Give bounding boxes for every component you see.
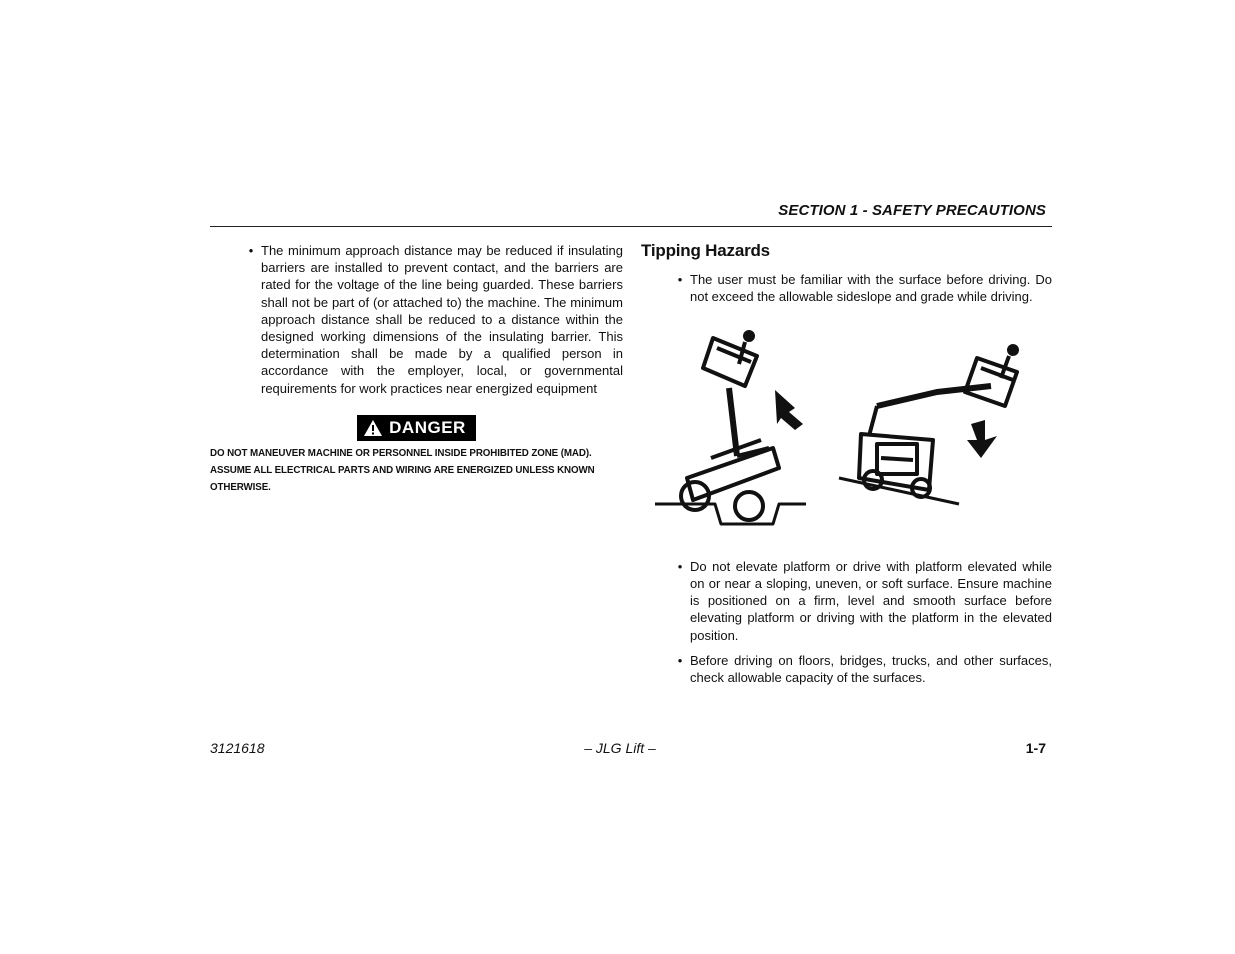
- bullet-text: The minimum approach distance may be reduced if insulating barriers are installed to prevent contact, and the barriers are rated for the voltage of the line being guarded. These barriers shall not be part of (or attached to) the machine. The minimum approach distance shall be reduced to a distance within the designed working dimensions of the insulating barrier. This determination shall be made by a qualified person in accordance with the employer, local, or governmental requirements for work practices near energized equipment: [261, 243, 623, 396]
- doc-number: 3121618: [210, 740, 265, 756]
- danger-banner: [210, 415, 623, 441]
- section-heading: Tipping Hazards: [641, 241, 770, 260]
- list-item: [641, 652, 1052, 686]
- bullet-icon: •: [677, 652, 683, 668]
- section-title: SECTION 1 - SAFETY PRECAUTIONS: [778, 202, 1046, 219]
- danger-badge: [357, 415, 476, 441]
- tipping-hazard-illustration: [641, 328, 1052, 538]
- bullet-text: Do not elevate platform or drive with platform elevated while on or near a sloping, uneven, or soft surface. Ensure machine is positioned on a firm, level and smooth surface before elevating platform or driving with the platform in the elevated position.: [690, 558, 1052, 643]
- list-item: [641, 558, 1052, 644]
- danger-label: DANGER: [389, 418, 466, 438]
- bullet-text: Before driving on floors, bridges, trucks, and other surfaces, check allowable capacity of the surfaces.: [690, 652, 1052, 686]
- right-column: [641, 242, 1052, 694]
- warning-triangle-icon: [363, 419, 383, 437]
- footer-brand: – JLG Lift –: [584, 740, 656, 756]
- danger-message: DO NOT MANEUVER MACHINE OR PERSONNEL INSIDE PROHIBITED ZONE (MAD). ASSUME ALL ELECTRICAL PARTS AND WIRING ARE ENERGIZED UNLESS KNOWN OTHERWISE.: [210, 448, 595, 494]
- page-number: 1-7: [1025, 740, 1046, 756]
- list-item: [641, 271, 1052, 305]
- bullet-text: The user must be familiar with the surface before driving. Do not exceed the allowable sideslope and grade while driving.: [690, 272, 1052, 305]
- left-column: [210, 242, 623, 496]
- header-rule: [210, 226, 1052, 227]
- list-item: [210, 242, 623, 397]
- bullet-icon: •: [677, 558, 683, 574]
- bullet-icon: •: [248, 243, 254, 258]
- bullet-icon: •: [677, 272, 683, 288]
